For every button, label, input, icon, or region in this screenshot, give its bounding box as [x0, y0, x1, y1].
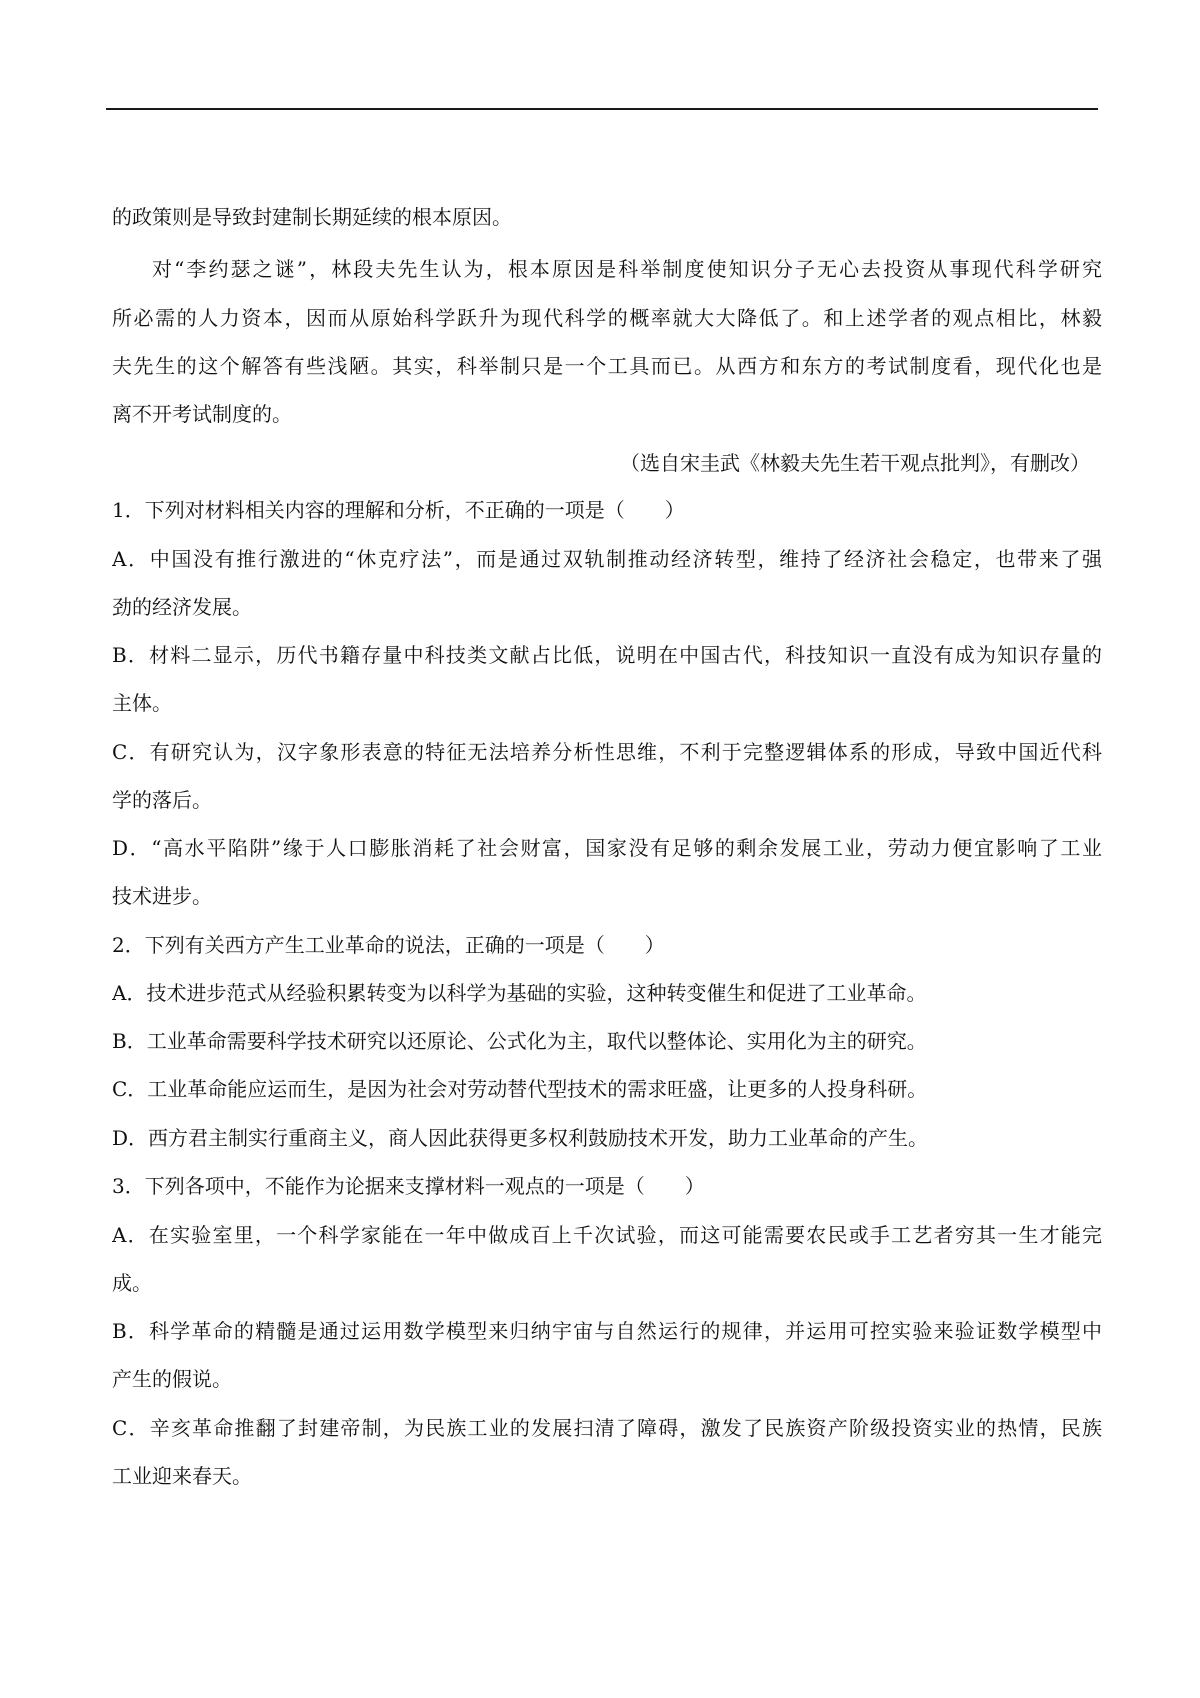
passage-line: 对“李约瑟之谜”，林段夫先生认为，根本原因是科举制度使知识分子无心去投资从事现代科学研究 [152, 257, 1102, 281]
option-line: 工业迎来春天。 [112, 1464, 252, 1488]
option-line: B．科学革命的精髓是通过运用数学模型来归纳宇宙与自然运行的规律，并运用可控实验来验证数学模型中 [112, 1319, 1102, 1343]
option-line: C．有研究认为，汉字象形表意的特征无法培养分析性思维，不利于完整逻辑体系的形成，导致中国近代科 [112, 740, 1102, 764]
question-stem: 1．下列对材料相关内容的理解和分析，不正确的一项是（ ） [112, 498, 685, 522]
passage-line: 所必需的人力资本，因而从原始科学跃升为现代科学的概率就大大降低了。和上述学者的观点相比，林毅 [112, 306, 1102, 330]
option-line: C．工业革命能应运而生，是因为社会对劳动替代型技术的需求旺盛，让更多的人投身科研。 [112, 1077, 928, 1101]
passage-source: （选自宋圭武《林毅夫先生若干观点批判》，有删改） [620, 451, 1090, 475]
option-line: A．在实验室里，一个科学家能在一年中做成百上千次试验，而这可能需要农民或手工艺者穷其一生才能完 [112, 1223, 1102, 1247]
header-rule [106, 108, 1098, 110]
option-line: D．“高水平陷阱”缘于人口膨胀消耗了社会财富，国家没有足够的剩余发展工业，劳动力便宜影响了工业 [112, 836, 1102, 860]
question-stem: 3．下列各项中，不能作为论据来支撑材料一观点的一项是（ ） [112, 1174, 705, 1198]
option-line: 学的落后。 [112, 788, 212, 812]
option-line: A．技术进步范式从经验积累转变为以科学为基础的实验，这种转变催生和促进了工业革命。 [112, 981, 927, 1005]
option-line: 技术进步。 [112, 884, 212, 908]
option-line: B．工业革命需要科学技术研究以还原论、公式化为主，取代以整体论、实用化为主的研究。 [112, 1029, 927, 1053]
option-line: D．西方君主制实行重商主义，商人因此获得更多权利鼓励技术开发，助力工业革命的产生。 [112, 1126, 929, 1150]
option-line: C．辛亥革命推翻了封建帝制，为民族工业的发展扫清了障碍，激发了民族资产阶级投资实业的热情，民族 [112, 1416, 1102, 1440]
passage-line: 的政策则是导致封建制长期延续的根本原因。 [112, 205, 512, 229]
option-line: 劲的经济发展。 [112, 595, 252, 619]
passage-line: 离不开考试制度的。 [112, 402, 292, 426]
option-line: B．材料二显示，历代书籍存量中科技类文献占比低，说明在中国古代，科技知识一直没有成为知识存量的 [112, 643, 1102, 667]
option-line: A．中国没有推行激进的“休克疗法”，而是通过双轨制推动经济转型，维持了经济社会稳定，也带来了强 [112, 547, 1102, 571]
option-line: 产生的假说。 [112, 1367, 232, 1391]
question-stem: 2．下列有关西方产生工业革命的说法，正确的一项是（ ） [112, 933, 665, 957]
passage-line: 夫先生的这个解答有些浅陋。其实，科举制只是一个工具而已。从西方和东方的考试制度看，现代化也是 [112, 354, 1102, 378]
option-line: 主体。 [112, 691, 172, 715]
option-line: 成。 [112, 1271, 152, 1295]
